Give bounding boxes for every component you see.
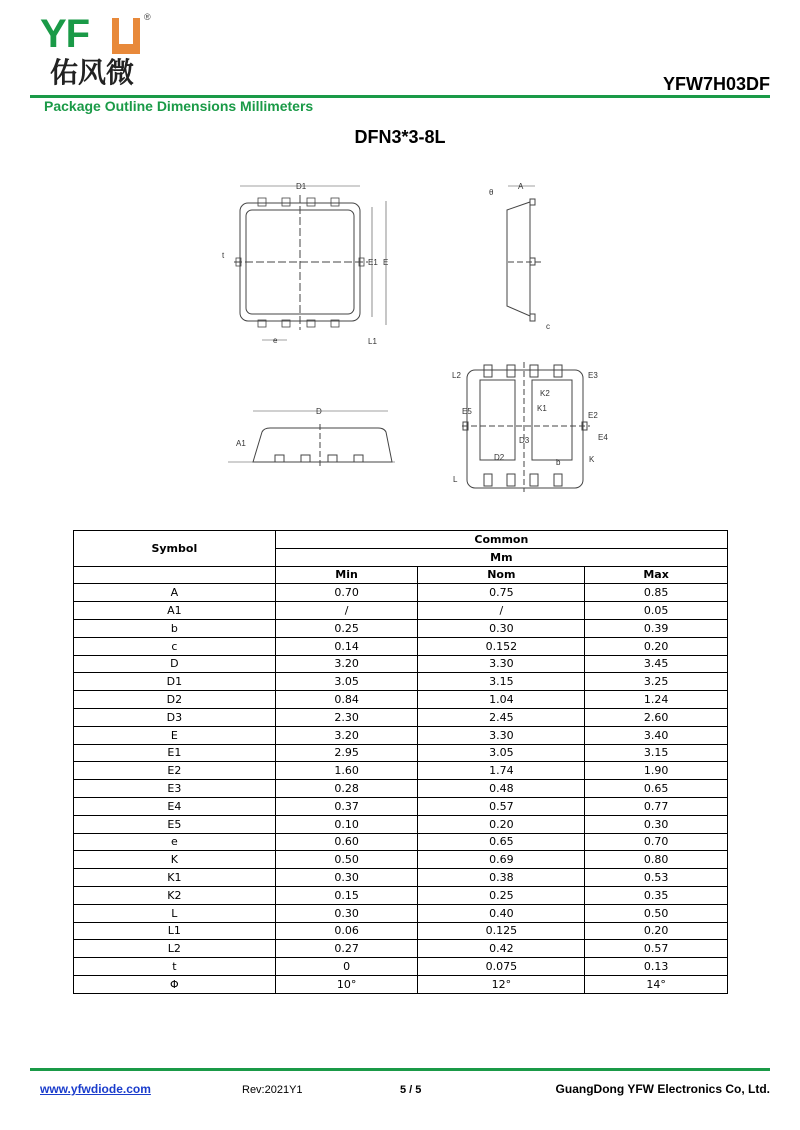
min-cell: 0.25	[275, 619, 418, 637]
footer-company: GuangDong YFW Electronics Co, Ltd.	[555, 1082, 770, 1096]
side-view	[507, 186, 542, 321]
min-cell: 0	[275, 958, 418, 976]
symbol-cell: E2	[74, 762, 276, 780]
min-cell: 3.20	[275, 726, 418, 744]
max-cell: 0.20	[585, 922, 728, 940]
max-cell: 0.13	[585, 958, 728, 976]
label-b: b	[556, 458, 561, 467]
max-cell: 0.85	[585, 584, 728, 602]
nom-header: Nom	[418, 566, 585, 584]
front-view	[228, 411, 395, 466]
nom-cell: 0.57	[418, 797, 585, 815]
nom-cell: 0.125	[418, 922, 585, 940]
label-L1: L1	[368, 337, 377, 346]
max-cell: 3.45	[585, 655, 728, 673]
max-cell: 0.77	[585, 797, 728, 815]
symbol-cell: b	[74, 619, 276, 637]
symbol-cell: E	[74, 726, 276, 744]
max-cell: 0.57	[585, 940, 728, 958]
min-cell: /	[275, 602, 418, 620]
label-c: c	[546, 322, 550, 331]
table-row	[74, 833, 728, 851]
table-row	[74, 869, 728, 887]
symbol-cell: D2	[74, 691, 276, 709]
table-row	[74, 726, 728, 744]
max-cell: 0.05	[585, 602, 728, 620]
table-row	[74, 637, 728, 655]
min-cell: 0.15	[275, 886, 418, 904]
table-row	[74, 673, 728, 691]
min-cell: 0.27	[275, 940, 418, 958]
max-cell: 1.24	[585, 691, 728, 709]
min-cell: 0.06	[275, 922, 418, 940]
label-K2: K2	[540, 389, 550, 398]
max-cell: 1.90	[585, 762, 728, 780]
unit-header: Mm	[275, 548, 727, 566]
table-row	[74, 958, 728, 976]
label-E2: E2	[588, 411, 598, 420]
common-header: Common	[275, 531, 727, 549]
table-row	[74, 815, 728, 833]
table-row	[74, 975, 728, 993]
table-row	[74, 780, 728, 798]
website-link[interactable]: www.yfwdiode.com	[40, 1082, 151, 1096]
min-cell: 2.95	[275, 744, 418, 762]
nom-cell: 3.05	[418, 744, 585, 762]
min-cell: 3.20	[275, 655, 418, 673]
table-row	[74, 851, 728, 869]
nom-cell: 0.65	[418, 833, 585, 851]
label-E3: E3	[588, 371, 598, 380]
min-cell: 0.84	[275, 691, 418, 709]
max-cell: 0.35	[585, 886, 728, 904]
nom-cell: 3.30	[418, 655, 585, 673]
nom-cell: /	[418, 602, 585, 620]
nom-cell: 0.69	[418, 851, 585, 869]
symbol-cell: e	[74, 833, 276, 851]
label-D3: D3	[519, 436, 530, 445]
min-cell: 0.28	[275, 780, 418, 798]
symbol-cell: E4	[74, 797, 276, 815]
symbol-cell: Φ	[74, 975, 276, 993]
label-t: t	[222, 251, 225, 260]
label-L2: L2	[452, 371, 461, 380]
nom-cell: 0.152	[418, 637, 585, 655]
footer-revision: Rev:2021Y1	[242, 1084, 303, 1096]
package-title: DFN3*3-8L	[354, 127, 446, 147]
table-row	[74, 904, 728, 922]
bottom-view	[462, 362, 590, 492]
symbol-cell: A1	[74, 602, 276, 620]
nom-cell: 0.075	[418, 958, 585, 976]
nom-cell: 3.30	[418, 726, 585, 744]
max-cell: 0.53	[585, 869, 728, 887]
table-row	[74, 602, 728, 620]
min-cell: 2.30	[275, 708, 418, 726]
nom-cell: 0.40	[418, 904, 585, 922]
label-e: e	[273, 336, 278, 345]
symbol-cell: L2	[74, 940, 276, 958]
max-header: Max	[585, 566, 728, 584]
dimensions-table	[73, 530, 728, 994]
symbol-cell: K1	[74, 869, 276, 887]
nom-cell: 0.75	[418, 584, 585, 602]
label-D: D	[316, 407, 322, 416]
max-cell: 3.25	[585, 673, 728, 691]
logo-chinese: 佑风微	[50, 56, 135, 89]
label-K: K	[589, 455, 595, 464]
max-cell: 3.40	[585, 726, 728, 744]
label-E5: E5	[462, 407, 472, 416]
label-L: L	[453, 475, 458, 484]
symbol-cell: c	[74, 637, 276, 655]
min-cell: 10°	[275, 975, 418, 993]
min-cell: 0.30	[275, 904, 418, 922]
table-row	[74, 584, 728, 602]
nom-cell: 0.48	[418, 780, 585, 798]
nom-cell: 0.30	[418, 619, 585, 637]
symbol-cell: E5	[74, 815, 276, 833]
symbol-cell: L1	[74, 922, 276, 940]
max-cell: 0.50	[585, 904, 728, 922]
symbol-cell: D3	[74, 708, 276, 726]
nom-cell: 0.42	[418, 940, 585, 958]
nom-cell: 2.45	[418, 708, 585, 726]
table-row	[74, 619, 728, 637]
min-header: Min	[275, 566, 418, 584]
min-cell: 0.50	[275, 851, 418, 869]
nom-cell: 0.25	[418, 886, 585, 904]
label-theta: θ	[489, 188, 494, 197]
logo-letters: YF	[40, 12, 90, 56]
registered-mark: ®	[144, 12, 151, 22]
min-cell: 0.70	[275, 584, 418, 602]
max-cell: 0.39	[585, 619, 728, 637]
table-row	[74, 797, 728, 815]
label-E4: E4	[598, 433, 608, 442]
package-outline-drawings	[0, 0, 800, 520]
label-D1: D1	[296, 182, 307, 191]
symbol-cell: t	[74, 958, 276, 976]
symbol-cell: E1	[74, 744, 276, 762]
max-cell: 0.30	[585, 815, 728, 833]
table-row	[74, 708, 728, 726]
min-cell: 0.14	[275, 637, 418, 655]
symbol-cell: L	[74, 904, 276, 922]
max-cell: 2.60	[585, 708, 728, 726]
table-row	[74, 922, 728, 940]
symbol-cell: K2	[74, 886, 276, 904]
table-row	[74, 762, 728, 780]
max-cell: 0.80	[585, 851, 728, 869]
footer-divider	[30, 1068, 770, 1071]
table-row	[74, 655, 728, 673]
nom-cell: 12°	[418, 975, 585, 993]
part-number: YFW7H03DF	[662, 74, 770, 94]
nom-cell: 1.04	[418, 691, 585, 709]
symbol-cell: E3	[74, 780, 276, 798]
table-row	[74, 744, 728, 762]
table-row	[74, 940, 728, 958]
symbol-header: Symbol	[74, 531, 276, 567]
min-cell: 0.10	[275, 815, 418, 833]
label-K1: K1	[537, 404, 547, 413]
top-view	[234, 186, 389, 340]
max-cell: 0.20	[585, 637, 728, 655]
nom-cell: 0.20	[418, 815, 585, 833]
min-cell: 3.05	[275, 673, 418, 691]
min-cell: 1.60	[275, 762, 418, 780]
nom-cell: 1.74	[418, 762, 585, 780]
footer-website[interactable]	[40, 1082, 151, 1096]
max-cell: 0.70	[585, 833, 728, 851]
symbol-cell: K	[74, 851, 276, 869]
label-D2: D2	[494, 453, 505, 462]
label-A1: A1	[236, 439, 246, 448]
label-E1: E1	[368, 258, 378, 267]
table-row	[74, 886, 728, 904]
section-subtitle: Package Outline Dimensions Millimeters	[44, 98, 314, 114]
label-A: A	[518, 182, 524, 191]
nom-cell: 0.38	[418, 869, 585, 887]
label-E: E	[383, 258, 389, 267]
min-cell: 0.37	[275, 797, 418, 815]
max-cell: 0.65	[585, 780, 728, 798]
footer-page-number: 5 / 5	[400, 1084, 422, 1096]
symbol-cell: D1	[74, 673, 276, 691]
max-cell: 14°	[585, 975, 728, 993]
min-cell: 0.60	[275, 833, 418, 851]
nom-cell: 3.15	[418, 673, 585, 691]
symbol-cell: D	[74, 655, 276, 673]
symbol-cell: A	[74, 584, 276, 602]
table-row	[74, 691, 728, 709]
min-cell: 0.30	[275, 869, 418, 887]
max-cell: 3.15	[585, 744, 728, 762]
